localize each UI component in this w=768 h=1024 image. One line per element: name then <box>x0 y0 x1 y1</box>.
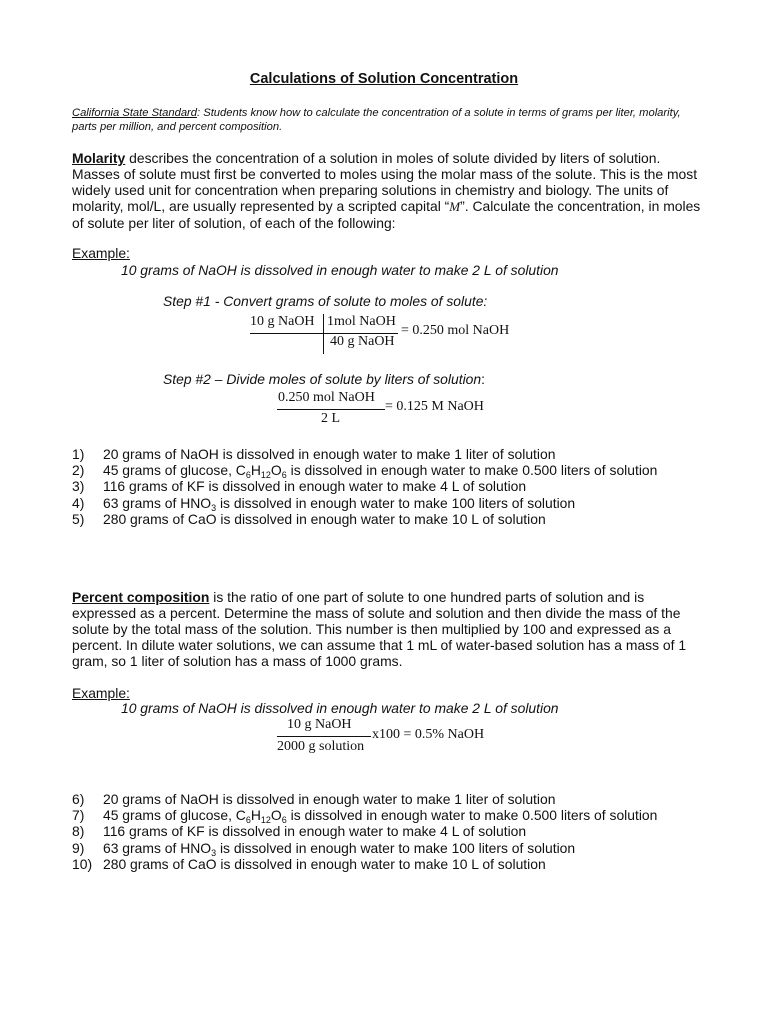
percent-text: is the ratio of one part of solute to one hundred parts of solution and is expressed as a percent. Determine the mass of solute and solution and then divide the mass of the solute by the total mass of the solution. This number is then multiplied by 100 and expressed as a percent. In dilute water solutions, we can assume that 1 mL of water-based solution has a mass of 1 gram, so 1 liter of solution has a mass of 1000 grams. <box>72 589 687 669</box>
example-label-text: Example <box>72 685 127 701</box>
molarity-example-text: 10 grams of NaOH is dissolved in enough water to make 2 L of solution <box>121 262 559 278</box>
eq2-fraction-bar <box>277 409 385 410</box>
percent-problem-list <box>72 791 732 872</box>
example-label-text: Example <box>72 245 127 261</box>
percent-example-text: 10 grams of NaOH is dissolved in enough water to make 2 L of solution <box>121 700 559 716</box>
step-2-text: Step #2 – Divide moles of solute by liters of solution: <box>163 371 485 387</box>
list-item: 10) 280 grams of CaO is dissolved in enough water to make 10 L of solution <box>72 855 546 872</box>
percent-term: Percent composition <box>72 589 210 605</box>
molarity-text-a: describes the concentration of a solution in moles of solute divided by liters of solution. Masses of solute must first be converted to moles using the molar mass of the solute. This is the most widely used unit for concentration when preparing solutions in chemistry and biology. The units of molarity, mol/L, are usually represented by a scripted capital “ <box>72 150 698 214</box>
eq1-num-left: 10 g NaOH <box>250 314 315 329</box>
eq2-result: = 0.125 M NaOH <box>385 399 484 414</box>
eq2-den: 2 L <box>321 411 341 426</box>
eq1-num-right: 1mol NaOH <box>327 314 396 329</box>
molarity-example-label: Example: <box>72 245 130 261</box>
list-item: 2) 45 grams of glucose, $C_6H_{12}O_6$ is dissolved in enough water to make 0.500 liters of solution <box>72 462 658 481</box>
eq1-result: = 0.250 mol NaOH <box>401 323 510 338</box>
list-item: 4) 63 grams of $HNO_3$ is dissolved in enough water to make 100 liters of solution <box>72 494 576 513</box>
molarity-paragraph <box>72 150 712 231</box>
molarity-term: Molarity <box>72 150 126 166</box>
molarity-symbol: M <box>449 199 461 214</box>
molarity-problem-list <box>72 446 732 527</box>
eq3-fraction-bar <box>277 736 371 737</box>
eq3-den: 2000 g solution <box>277 739 365 754</box>
standard-text: : Students know how to calculate the concentration of a solute in terms of grams per liter, molarity, parts per million, and percent composition. <box>72 107 681 133</box>
list-item: 1) 20 grams of NaOH is dissolved in enough water to make 1 liter of solution <box>72 446 556 462</box>
list-item: 3) 116 grams of KF is dissolved in enough water to make 4 L of solution <box>72 478 527 495</box>
percent-example-label: Example: <box>72 685 130 701</box>
eq2-num: 0.250 mol NaOH <box>278 390 375 405</box>
list-item: 7) 45 grams of glucose, $C_6H_{12}O_6$ is dissolved in enough water to make 0.500 liters of solution <box>72 807 658 826</box>
standard-label: California State Standard <box>72 107 198 119</box>
page-title: Calculations of Solution Concentration <box>249 71 519 87</box>
standard-statement <box>72 106 702 134</box>
eq1-den-right: 40 g NaOH <box>330 334 395 349</box>
list-item: 5) 280 grams of CaO is dissolved in enough water to make 10 L of solution <box>72 510 546 527</box>
molarity-text-b: ”. Calculate the concentration, in moles of solute per liter of solution, of each of the following: <box>72 198 701 231</box>
list-item: 9) 63 grams of $HNO_3$ is dissolved in enough water to make 100 liters of solution <box>72 839 576 858</box>
list-item: 6) 20 grams of NaOH is dissolved in enough water to make 1 liter of solution <box>72 791 556 807</box>
list-item: 8) 116 grams of KF is dissolved in enough water to make 4 L of solution <box>72 823 527 840</box>
eq1-divider <box>323 314 324 354</box>
percent-paragraph <box>72 589 712 669</box>
step-1-text: Step #1 - Convert grams of solute to moles of solute: <box>163 293 488 309</box>
eq3-result: x100 = 0.5% NaOH <box>372 727 485 742</box>
eq3-num: 10 g NaOH <box>287 717 352 732</box>
